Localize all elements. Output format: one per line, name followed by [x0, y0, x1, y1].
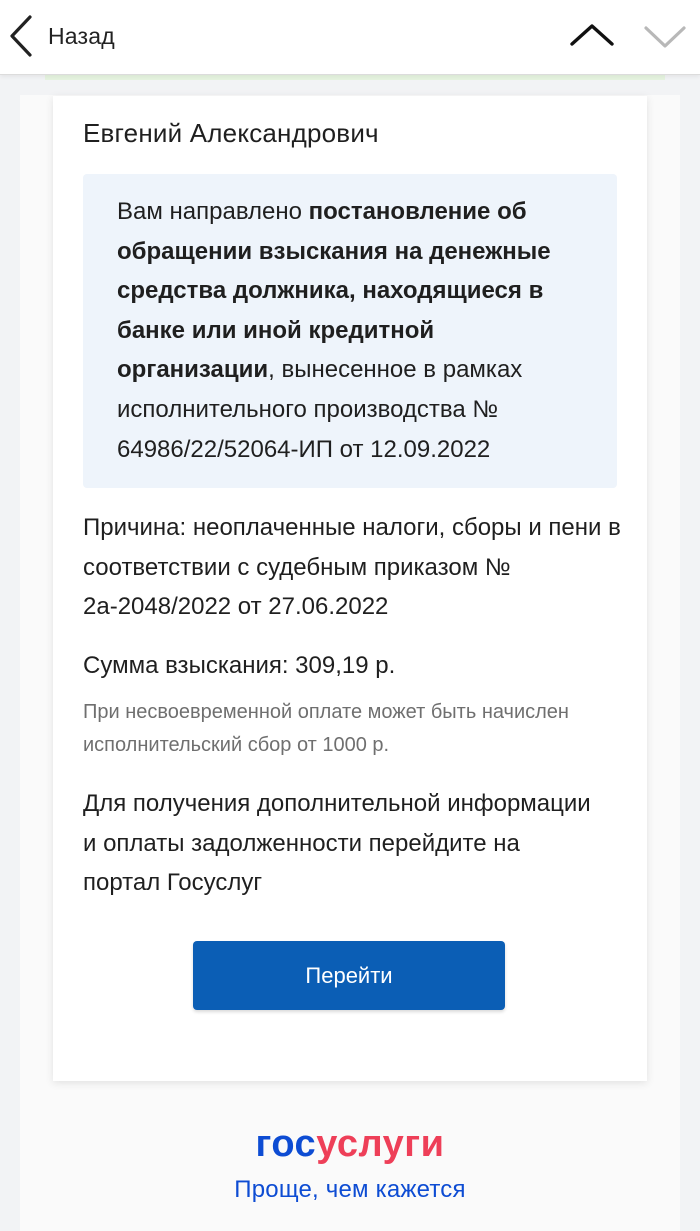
notice-box	[83, 174, 617, 488]
back-button[interactable]	[8, 12, 115, 60]
notice-bold: постановление об обращении взыскания на денежные средства должника, находящиеся в банке или иной кредитной организации	[117, 198, 551, 384]
message-card	[53, 96, 647, 1081]
notice-suffix: , вынесенное в рамках исполнительного производства № 64986/22/52064-ИП от 12.09.2022	[117, 356, 523, 463]
top-navigation-bar	[0, 0, 700, 75]
gosuslugi-logo	[0, 1120, 700, 1168]
chevron-left-icon	[8, 14, 34, 58]
chevron-down-icon	[640, 43, 690, 60]
logo-part-gos: гос	[255, 1123, 317, 1165]
notice-prefix: Вам направлено	[117, 198, 309, 225]
slogan: Проще, чем кажется	[234, 1176, 466, 1203]
previous-message-button[interactable]	[568, 16, 616, 56]
chevron-up-icon	[568, 43, 616, 60]
notice-text	[117, 192, 593, 469]
footer	[0, 1120, 700, 1204]
logo-part-uslugi: услуги	[316, 1123, 445, 1165]
fee-note: При несвоевременной оплате может быть начислен исполнительский сбор от 1000 р.	[83, 701, 569, 756]
sum-text: Сумма взыскания: 309,19 р.	[83, 652, 396, 679]
back-label: Назад	[48, 22, 115, 49]
reason-text: Причина: неоплаченные налоги, сборы и пени в соответствии с судебным приказом № 2а-2048/2022 от 27.06.2022	[83, 514, 621, 620]
go-button[interactable]: Перейти	[193, 941, 505, 1010]
recipient-name: Евгений Александрович	[83, 118, 379, 148]
more-info-text: Для получения дополнительной информации и оплаты задолженности перейдите на портал Госуслуг	[83, 790, 591, 896]
next-message-button[interactable]	[640, 16, 690, 56]
